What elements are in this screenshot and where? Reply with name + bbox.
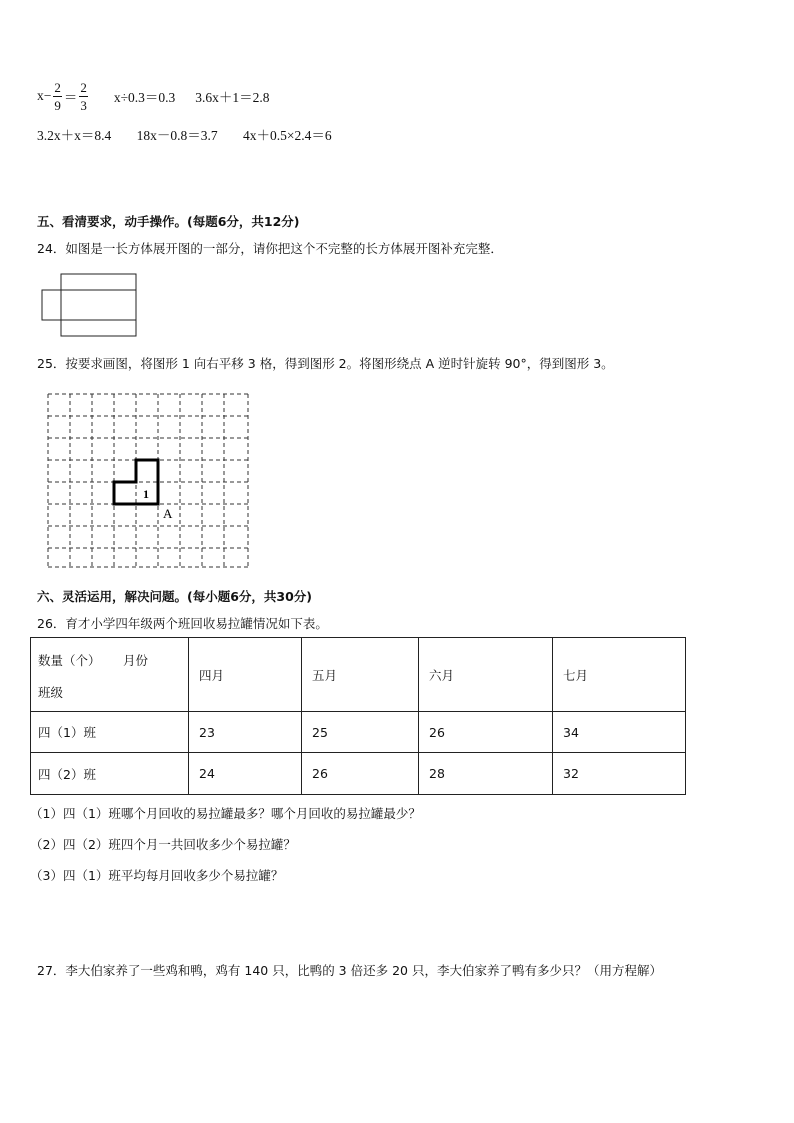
table-cell: 23 — [189, 712, 302, 753]
question-26-part-3: （3）四（1）班平均每月回收多少个易拉罐？ — [30, 868, 284, 883]
cuboid-net-figure — [40, 272, 140, 338]
table-header-row — [31, 638, 686, 712]
row-class-label: 四（1）班 — [31, 712, 189, 753]
table-cell: 26 — [302, 753, 419, 795]
table-row — [31, 712, 686, 753]
table-cell: 32 — [553, 753, 686, 795]
row-class-label: 四（2）班 — [31, 753, 189, 795]
question-24: 24．如图是一长方体展开图的一部分，请你把这个不完整的长方体展开图补充完整． — [37, 241, 503, 256]
point-a-label: A — [163, 506, 173, 521]
header-month-3: 六月 — [419, 638, 553, 712]
header-month-1: 四月 — [189, 638, 302, 712]
drawing-grid — [46, 392, 252, 570]
table-cell: 26 — [419, 712, 553, 753]
header-month-2: 五月 — [302, 638, 419, 712]
question-27: 27．李大伯家养了一些鸡和鸭，鸡有 140 只，比鸭的 3 倍还多 20 只，李大伯家养了鸭有多少只？（用方程解） — [37, 963, 662, 978]
equation-6: 4x＋0.5×2.4＝6 — [243, 128, 332, 143]
corner-quantity-label: 数量（个） — [38, 653, 101, 668]
net-front-face — [61, 290, 136, 320]
equation-1-prefix: x− — [37, 88, 52, 103]
question-25: 25．按要求画图，将图形 1 向右平移 3 格，得到图形 2。将图形绕点 A 逆时针旋转 90°，得到图形 3。 — [37, 356, 614, 371]
section-5-title: 五、看清要求，动手操作。(每题6分，共12分) — [37, 214, 300, 229]
corner-month-label: 月份 — [123, 653, 149, 668]
fraction-two-ninths: $\frac{2}{9}$ — [54, 79, 61, 113]
equation-2: x÷0.3＝0.3 — [113, 90, 176, 105]
question-26-part-2: （2）四（2）班四个月一共回收多少个易拉罐？ — [30, 837, 296, 852]
table-cell: 25 — [302, 712, 419, 753]
table-cell: 34 — [553, 712, 686, 753]
corner-class-label: 班级 — [38, 685, 64, 700]
fraction-two-thirds: $\frac{2}{3}$ — [80, 79, 87, 113]
section-6-title: 六、灵活运用，解决问题。(每小题6分，共30分) — [37, 589, 313, 604]
recycling-table — [30, 637, 686, 795]
table-row — [31, 753, 686, 795]
net-side-face — [42, 290, 61, 320]
net-bottom-face — [61, 320, 136, 336]
question-26: 26．育才小学四年级两个班回收易拉罐情况如下表。 — [37, 616, 328, 631]
table-cell: 28 — [419, 753, 553, 795]
net-top-face — [61, 274, 136, 290]
header-month-4: 七月 — [553, 638, 686, 712]
table-cell: 24 — [189, 753, 302, 795]
equation-5: 18x－0.8＝3.7 — [136, 128, 218, 143]
table-corner-cell — [31, 638, 189, 712]
equals-sign: ＝ — [63, 90, 78, 105]
equation-row-1 — [37, 78, 270, 114]
equation-4: 3.2x＋x＝8.4 — [37, 128, 112, 143]
equation-3: 3.6x＋1＝2.8 — [195, 90, 270, 105]
figure-1-label: 1 — [143, 487, 149, 501]
grid-lines — [48, 394, 248, 567]
equation-row-2 — [37, 124, 332, 144]
question-26-part-1: （1）四（1）班哪个月回收的易拉罐最多？哪个月回收的易拉罐最少？ — [30, 806, 421, 821]
figure-1-shape — [114, 460, 158, 504]
